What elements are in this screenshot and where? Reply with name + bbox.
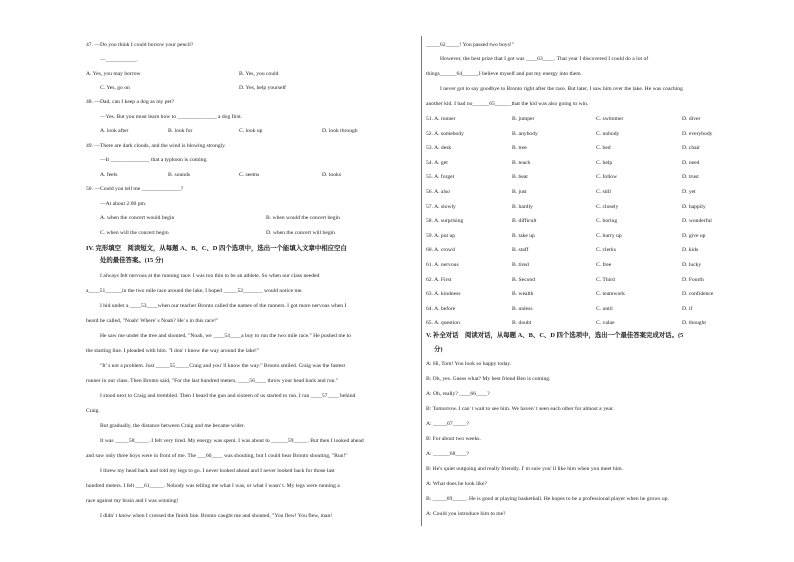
- option-53-c: C. bed: [596, 145, 611, 152]
- q50-option-c: C. when will the concert begin: [100, 230, 169, 236]
- option-57-c: C. closely: [596, 203, 619, 210]
- dialogue-line: A: _____67_____?: [426, 421, 470, 427]
- passage-line: and saw only three boys were in front of me. The ___60____ was shouting, but I could hear Bronto shouting, "Run!": [86, 453, 348, 459]
- q47-option-d: D. Yes, help yourself: [239, 85, 286, 91]
- q47-option-a: A. Yes, you may borrow: [86, 71, 141, 77]
- option-65-d: D. thought: [682, 320, 706, 327]
- option-62-d: D. Fourth: [682, 276, 704, 283]
- option-64-d: D. if: [682, 305, 693, 312]
- option-56-b: B. just: [512, 189, 527, 195]
- option-58-c: C. boring: [596, 218, 618, 225]
- option-61-c: C. free: [596, 262, 612, 268]
- option-60-b: B. staff: [512, 247, 529, 254]
- q50-option-a: A. when the concert would begin: [100, 215, 175, 221]
- dialogue-line: A: Hi, Tom! You look so happy today.: [426, 361, 512, 367]
- q50-option-b: B. when would the concert begin: [266, 215, 340, 221]
- passage-line: _____62_____! You passed two boys!": [426, 42, 514, 48]
- option-60-d: D. kids: [682, 247, 699, 254]
- q50-reply: —At about 2:00 pm.: [100, 201, 147, 207]
- option-63-a: 63. A. kindness: [426, 291, 461, 298]
- passage-line: heard he called, "Noah! Where' s Noah? He' s in this race!": [86, 318, 219, 324]
- passage-line: I threw my head back and told my legs to go. I never looked ahead and I never looked back for those last: [100, 468, 335, 474]
- dialogue-line: B: For about two weeks.: [426, 436, 481, 442]
- option-54-b: B. teach: [512, 159, 531, 166]
- passage-line: He saw me under the tree and shouted, "Noah, we ____54____a boy to run the two mile race." He pushed me to: [100, 333, 351, 339]
- option-55-b: B. beat: [512, 174, 528, 181]
- option-54-a: 54. A. get: [426, 159, 448, 166]
- option-64-b: B. unless: [512, 305, 533, 312]
- option-65-a: 65. A. question: [426, 320, 460, 327]
- q49-option-b: B. sounds: [168, 172, 191, 178]
- option-56-a: 56. A. also: [426, 189, 450, 195]
- dialogue-line: A: Could you introduce him to me?: [426, 511, 506, 517]
- q49-option-c: C. seems: [239, 172, 260, 178]
- option-56-c: C. still: [596, 189, 611, 195]
- option-60-c: C. clerks: [596, 247, 616, 254]
- option-51-b: B. jumper: [512, 116, 535, 122]
- option-61-b: B. tired: [512, 262, 529, 268]
- option-59-a: 59. A. put up: [426, 232, 456, 239]
- section5-title-cont: 分): [434, 346, 443, 353]
- passage-line: "It' s not a problem. Just _____55_____Craig and you' ll know the way." Bronto smiled. Craig was the fastest: [100, 363, 346, 369]
- q50-stem: 50. —Could you tell me ______________?: [86, 186, 184, 192]
- passage-line: another kid. I had no______65______that the kid was also going to win.: [426, 101, 589, 107]
- q49-option-a: A. feels: [100, 172, 118, 178]
- dialogue-line: B: He's quiet outgoing and really friendly. I' m sure you' ll like him when you meet him.: [426, 466, 624, 472]
- dialogue-line: B: Tomorrow. I can' t wait to see him. We haven' t seen each other for almost a year.: [426, 406, 614, 412]
- q47-option-c: C. Yes, go on: [100, 85, 130, 91]
- option-59-c: C. hurry up: [596, 232, 622, 239]
- option-65-c: C. value: [596, 320, 615, 327]
- option-58-d: D. wonderful: [682, 218, 712, 225]
- q49-option-d: D. looks: [322, 172, 341, 178]
- option-59-b: B. take up: [512, 232, 535, 239]
- q47-reply: —___________.: [100, 57, 138, 63]
- option-57-a: 57. A. slowly: [426, 203, 456, 210]
- dialogue-line: A: What does he look like?: [426, 481, 487, 487]
- option-61-d: D. lucky: [682, 262, 702, 268]
- q50-option-d: D. when the concert will begin: [266, 230, 335, 236]
- q48-option-a: A. look after: [100, 128, 129, 134]
- option-58-a: 58. A. surprising: [426, 218, 464, 225]
- option-52-d: D. everybody: [682, 130, 713, 137]
- q48-option-c: C. look up: [239, 128, 263, 134]
- option-52-a: 52. A. somebody: [426, 130, 464, 137]
- q47-stem: 47. —Do you think I could borrow your pencil?: [86, 42, 194, 48]
- dialogue-line: B: _____69_____. He is good at playing basketball. He hopes to be a professional player when he grows up.: [426, 496, 669, 502]
- option-63-c: C. teamwork: [596, 291, 625, 298]
- option-57-d: D. happily: [682, 203, 706, 210]
- column-divider: [421, 36, 422, 526]
- option-64-c: C. until: [596, 305, 613, 312]
- option-51-a: 51. A. runner: [426, 116, 456, 122]
- section4-title-cont: 处的最佳答案。(15 分): [100, 257, 164, 264]
- option-53-b: B. tree: [512, 145, 527, 152]
- q47-option-b: B. Yes, you could: [239, 71, 279, 77]
- option-58-b: B. difficult: [512, 218, 537, 225]
- dialogue-line: B: Oh, yes. Guess what? My best friend Ben is coming.: [426, 376, 551, 382]
- option-62-c: C. Third: [596, 276, 615, 283]
- option-63-b: B. wealth: [512, 291, 534, 298]
- option-60-a: 60. A. crowd: [426, 247, 455, 254]
- q48-stem: 48. —Dad, can I keep a dog as my pet?: [86, 99, 175, 105]
- passage-line: I never got to say goodbye to Bronto right after the race. But later, I saw him over the lake. He was coaching: [440, 86, 683, 92]
- option-63-d: D. confidence: [682, 291, 714, 298]
- passage-line: I hid under a ____53____when our teacher Bronto called the names of the runners. I got more nervous when I: [100, 303, 347, 309]
- option-53-a: 53. A. desk: [426, 145, 452, 152]
- section5-title: V. 补全对话 阅读对话，从每题 A、B、C、D 四个选项中，选出一个最佳答案完成对话。(5: [426, 332, 684, 339]
- option-52-b: B. anybody: [512, 130, 538, 137]
- option-55-a: 55. A. forget: [426, 174, 455, 181]
- option-65-b: B. doubt: [512, 320, 532, 327]
- option-54-c: C. help: [596, 159, 613, 166]
- dialogue-line: A: Oh, really? ____66____?: [426, 391, 490, 397]
- passage-line: I stood next to Craig and trembled. Then I heard the gun and sixteen of us started to run. I ran ____57____ behind: [100, 393, 356, 399]
- passage-line: However, the best prize that I got was ____63____. That year I discovered I could do a lot of: [440, 56, 649, 62]
- option-54-d: D. need: [682, 159, 700, 166]
- q49-stem: 49. —There are dark clouds, and the wind is blowing strongly.: [86, 143, 226, 149]
- option-62-a: 62. A. First: [426, 276, 452, 283]
- option-53-d: D. chair: [682, 145, 701, 152]
- passage-line: It was _____58_____. I felt very tired. My energy was spent. I was about to ______59_____. But then I looked ahead: [100, 438, 364, 444]
- passage-line: race against my brain and I was winning!: [86, 498, 179, 504]
- passage-line: I didn' t know when I crossed the finish line. Bronto caught me and shouted, "You flew! You flew, man!: [100, 513, 333, 519]
- option-51-d: D. diver: [682, 116, 701, 122]
- q48-reply: —Yes. But you must learn how to ______________ a dog first.: [100, 114, 243, 120]
- q49-reply: —It ______________ that a typhoon is coming.: [100, 157, 208, 163]
- passage-line: I always felt nervous at the running race. I was too thin to be an athlete. So when our class needed: [100, 273, 320, 279]
- passage-line: hundred meters. I felt ___61_____. Nobody was telling me what I was, or what I wasn' t. My legs were running a: [86, 483, 340, 489]
- passage-line: runner in our class. Then Bronto said, "For the last hundred meters, ____56____ throw your head back and run.": [86, 378, 339, 384]
- option-55-d: D. trust: [682, 174, 699, 181]
- q48-option-b: B. look for: [168, 128, 193, 134]
- option-59-d: D. give up: [682, 232, 706, 239]
- option-56-d: D. yet: [682, 189, 696, 195]
- option-52-c: C. nobody: [596, 130, 620, 137]
- option-55-c: C. follow: [596, 174, 618, 181]
- passage-line: a____51______in the two mile race around the lake, I hoped _____52_______ would notice me.: [86, 288, 303, 294]
- option-64-a: 64. A. before: [426, 305, 456, 312]
- q48-option-d: D. look through: [322, 128, 358, 134]
- option-61-a: 61. A. nervous: [426, 262, 459, 268]
- option-51-c: C. swimmer: [596, 116, 624, 122]
- passage-line: the starting line. I pleaded with him. "I don' t know the way around the lake!": [86, 348, 260, 354]
- option-57-b: B. hardly: [512, 203, 533, 210]
- option-62-b: B. Second: [512, 276, 535, 283]
- passage-line: But gradually, the distance between Craig and me became wider.: [100, 423, 245, 429]
- passage-line: things______64______I believe myself and put my energy into them.: [426, 71, 583, 77]
- dialogue-line: A: ______68____?: [426, 451, 470, 457]
- section4-title: IV. 完形填空 阅读短文，从每题 A、B、C、D 四个选项中，选出一个能填入文章中相应空白: [86, 245, 347, 252]
- passage-line: Craig.: [86, 408, 100, 414]
